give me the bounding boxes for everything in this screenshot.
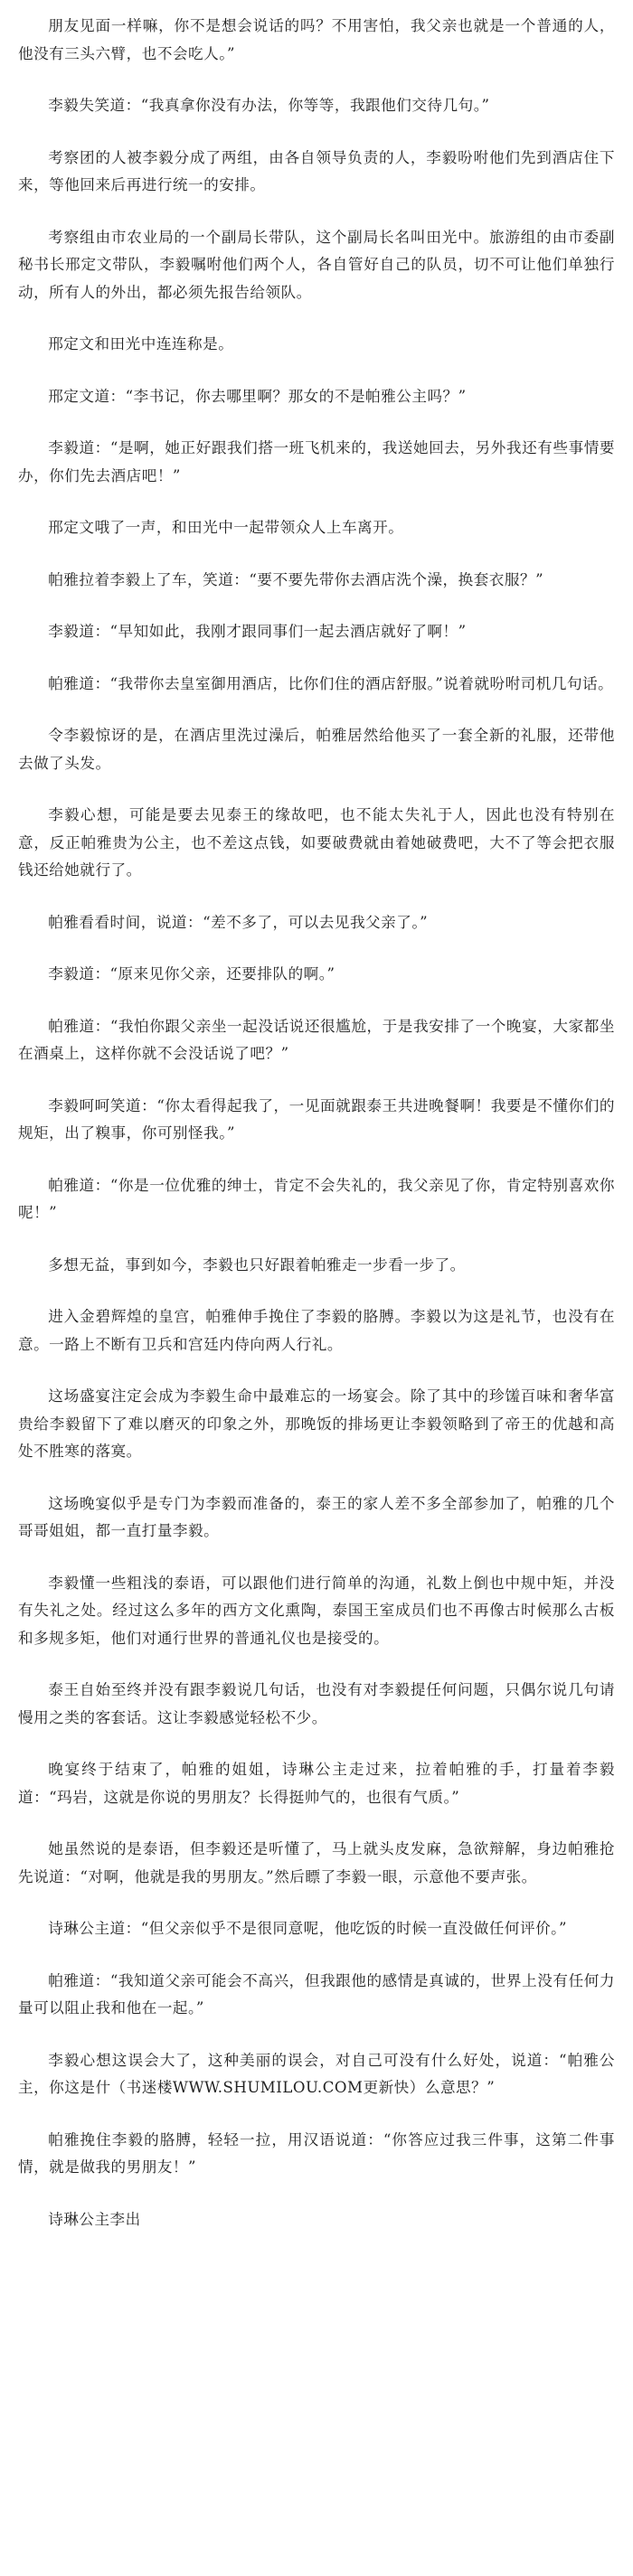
paragraph: 晚宴终于结束了，帕雅的姐姐，诗琳公主走过来，拉着帕雅的手，打量着李毅道：“玛岩，这就是你说的男朋友？长得挺帅气的，也很有气质。” xyxy=(18,1761,615,1806)
paragraph: 李毅呵呵笑道：“你太看得起我了，一见面就跟泰王共进晚餐啊！我要是不懂你们的规矩，出了糗事，你可别怪我。” xyxy=(18,1096,615,1142)
paragraph: 帕雅道：“我知道父亲可能会不高兴，但我跟他的感情是真诚的，世界上没有任何力量可以阻止我和他在一起。” xyxy=(18,1971,615,2017)
paragraph: 帕雅道：“我带你去皇室御用酒店，比你们住的酒店舒服。”说着就吩咐司机几句话。 xyxy=(48,674,614,692)
paragraph: 她虽然说的是泰语，但李毅还是听懂了，马上就头皮发麻，急欲辩解，身边帕雅抢先说道：“对啊，他就是我的男朋友。”然后瞟了李毅一眼，示意他不要声张。 xyxy=(18,1840,615,1885)
paragraph: 令李毅惊讶的是，在酒店里洗过澡后，帕雅居然给他买了一套全新的礼服，还带他去做了头发。 xyxy=(18,727,615,772)
paragraph: 邢定文哦了一声，和田光中一起带领众人上车离开。 xyxy=(48,519,404,536)
paragraph: 考察团的人被李毅分成了两组，由各自领导负责的人，李毅吩咐他们先到酒店住下来，等他回来后再进行统一的安排。 xyxy=(18,148,615,193)
paragraph: 多想无益，事到如今，李毅也只好跟着帕雅走一步看一步了。 xyxy=(48,1255,466,1274)
paragraph: 李毅心想这误会大了，这种美丽的误会，对自己可没有什么好处，说道：“帕雅公主，你这是什（书迷楼WWW.SHUMILOU.COM更新快）么意思？” xyxy=(18,2051,615,2096)
paragraph: 邢定文道：“李书记，你去哪里啊？那女的不是帕雅公主吗？” xyxy=(48,387,467,405)
paragraph: 李毅懂一些粗浅的泰语，可以跟他们进行简单的沟通，礼数上倒也中规中矩，并没有失礼之处。经过这么多年的西方文化熏陶，泰国王室成员们也不再像古时候那么古板和多规多矩，他们对通行世界的普通礼仪也是接受的。 xyxy=(18,1574,615,1647)
paragraph: 这场盛宴注定会成为李毅生命中最难忘的一场宴会。除了其中的珍馐百味和奢华富贵给李毅留下了难以磨灭的印象之外，那晚饭的排场更让李毅领略到了帝王的优越和高处不胜寒的落寞。 xyxy=(18,1387,615,1460)
paragraph: 帕雅道：“我怕你跟父亲坐一起没话说还很尴尬，于是我安排了一个晚宴，大家都坐在酒桌上，这样你就不会没话说了吧？” xyxy=(18,1017,615,1062)
paragraph: 李毅道：“原来见你父亲，还要排队的啊。” xyxy=(48,965,335,982)
paragraph: 李毅道：“是啊，她正好跟我们搭一班飞机来的，我送她回去，另外我还有些事情要办，你们先去酒店吧！” xyxy=(18,439,615,484)
paragraph: 帕雅道：“你是一位优雅的绅士，肯定不会失礼的，我父亲见了你，肯定特别喜欢你呢！” xyxy=(18,1176,615,1221)
paragraph: 朋友见面一样嘛，你不是想会说话的吗？不用害怕，我父亲也就是一个普通的人，他没有三头六臂，也不会吃人。” xyxy=(18,17,615,62)
paragraph: 李毅失笑道：“我真拿你没有办法，你等等，我跟他们交待几句。” xyxy=(48,97,490,114)
paragraph: 考察组由市农业局的一个副局长带队，这个副局长名叫田光中。旅游组的由市委副秘书长邢定文带队，李毅嘱咐他们两个人，各自管好自己的队员，切不可让他们单独行动，所有人的外出，都必须先报告给领队。 xyxy=(18,228,615,301)
paragraph: 帕雅拉着李毅上了车，笑道：“要不要先带你去酒店洗个澡，换套衣服？” xyxy=(48,570,544,588)
paragraph: 李毅心想，可能是要去见泰王的缘故吧，也不能太失礼于人，因此也没有特别在意，反正帕雅贵为公主，也不差这点钱，如要破费就由着她破费吧，大不了等会把衣服钱还给她就行了。 xyxy=(18,806,615,879)
paragraph: 诗琳公主道：“但父亲似乎不是很同意呢，他吃饭的时候一直没做任何评价。” xyxy=(48,1920,567,1937)
paragraph: 帕雅看看时间，说道：“差不多了，可以去见我父亲了。” xyxy=(48,913,429,931)
paragraph: 这场晚宴似乎是专门为李毅而准备的，泰王的家人差不多全部参加了，帕雅的几个哥哥姐姐，都一直打量李毅。 xyxy=(18,1494,615,1539)
paragraph: 泰王自始至终并没有跟李毅说几句话，也没有对李毅提任何问题，只偶尔说几句请慢用之类的客套话。这让李毅感觉轻松不少。 xyxy=(18,1681,615,1726)
paragraph: 邢定文和田光中连连称是。 xyxy=(48,335,234,353)
paragraph: 李毅道：“早知如此，我刚才跟同事们一起去酒店就好了啊！” xyxy=(48,623,467,640)
paragraph: 进入金碧辉煌的皇宫，帕雅伸手挽住了李毅的胳膊。李毅以为这是礼节，也没有在意。一路上不断有卫兵和宫廷内侍向两人行礼。 xyxy=(18,1308,615,1353)
paragraph: 诗琳公主李出 xyxy=(48,2210,141,2228)
paragraph: 帕雅挽住李毅的胳膊，轻轻一拉，用汉语说道：“你答应过我三件事，这第二件事情，就是做我的男朋友！” xyxy=(18,2130,615,2176)
